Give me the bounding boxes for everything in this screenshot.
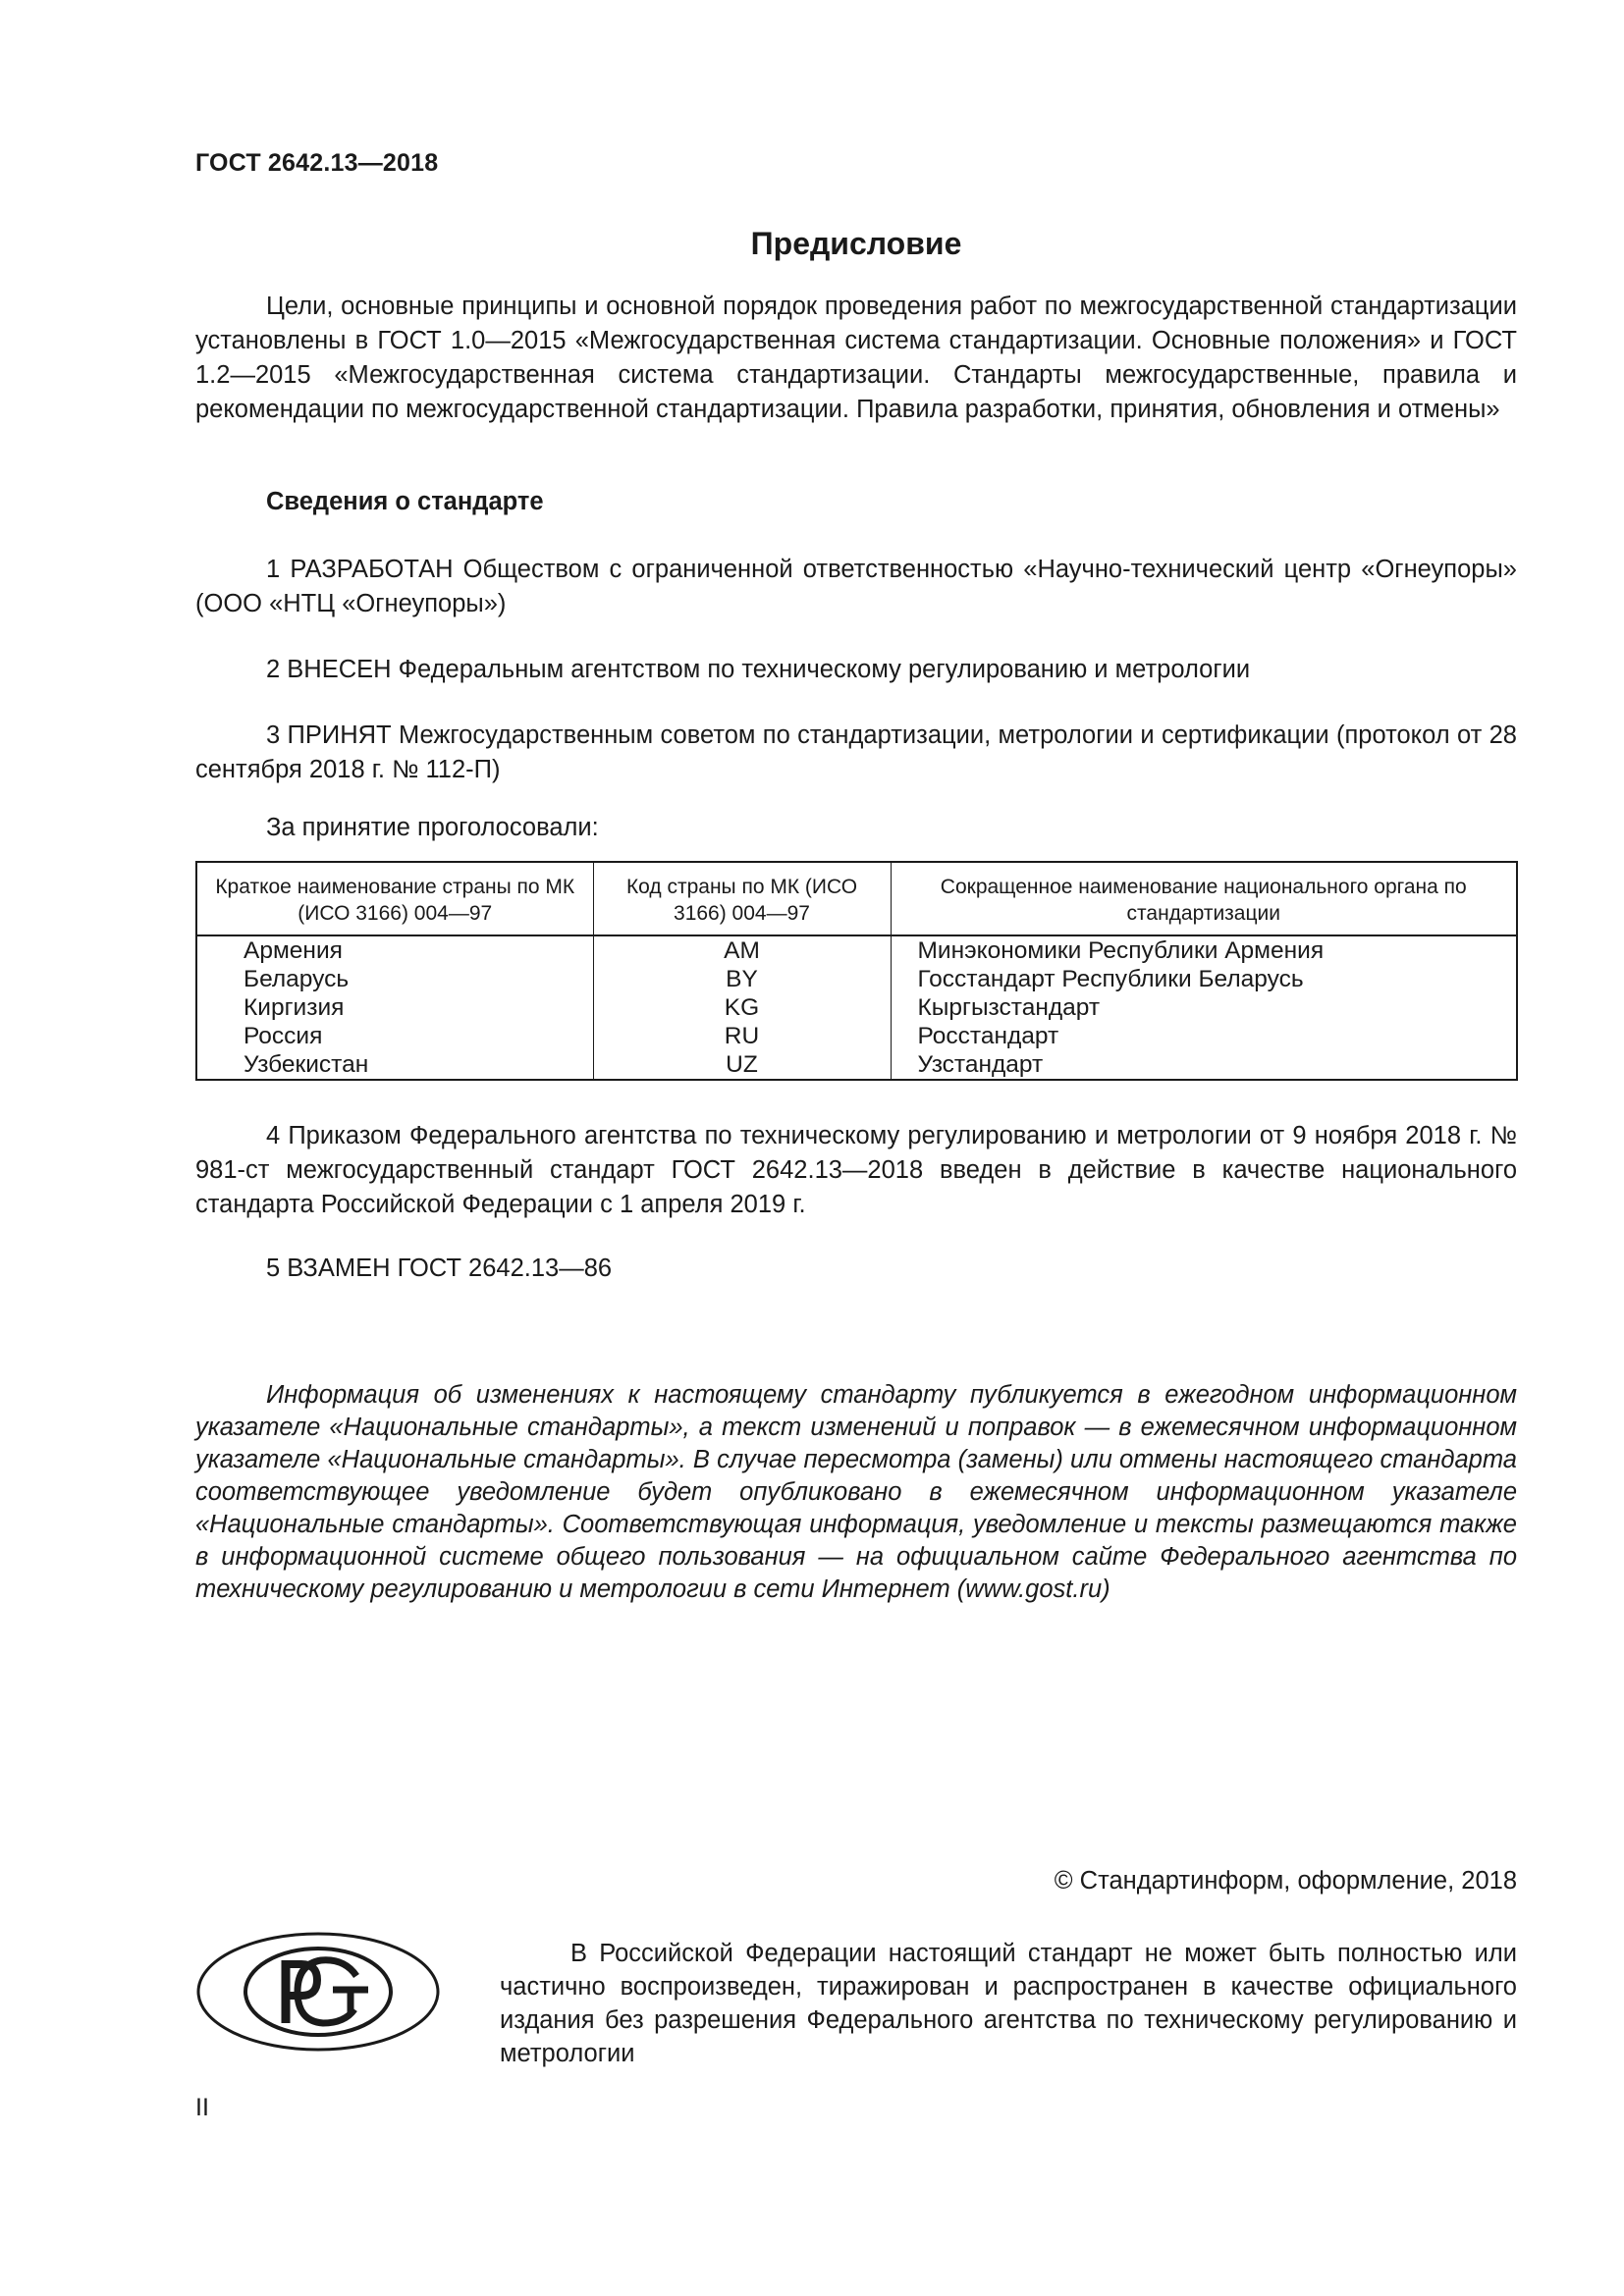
copyright-line: © Стандартинформ, оформление, 2018 xyxy=(1054,1867,1517,1895)
country-name: Россия xyxy=(244,1023,323,1049)
amendments-notice: Информация об изменениях к настоящему стандарту публикуется в ежегодном информационном указателе «Национальные стандарты», а текст изменений и поправок — в ежемесячном информационном указателе «Национальные стандарты». В случае пересмотра (замены) или отмены настоящего стандарта соответствующее уведомление будет опубликовано в ежемесячном информационном указателе «Национальные стандарты». Соответствующая информация, уведомление и тексты размещаются также в информационной системе общего пользования — на официальном сайте Федерального агентства по техническому регулированию и метрологии в сети Интернет (www.gost.ru) xyxy=(195,1381,1517,1603)
country-name: Киргизия xyxy=(244,994,345,1021)
standards-body: Госстандарт Республики Беларусь xyxy=(917,966,1304,992)
country-code: RU xyxy=(724,1023,760,1049)
code-column xyxy=(593,935,891,1080)
info-item-2: 2 ВНЕСЕН Федеральным агентством по техническому регулированию и метрологии xyxy=(266,656,1251,683)
body-column xyxy=(891,935,1517,1080)
info-item-3: 3 ПРИНЯТ Межгосударственным советом по стандартизации, метрологии и сертификации (протокол от 28 сентября 2018 г. № 112-П) xyxy=(195,721,1517,783)
country-name: Армения xyxy=(244,937,343,964)
info-item-5: 5 ВЗАМЕН ГОСТ 2642.13—86 xyxy=(266,1255,613,1282)
country-code: AM xyxy=(724,937,760,964)
countries-table xyxy=(195,861,1518,1081)
country-code: UZ xyxy=(726,1051,758,1078)
standards-body: Росстандарт xyxy=(917,1023,1059,1049)
document-page xyxy=(195,0,1517,2296)
header-standards-body: Сокращенное наименование национального органа по стандартизации xyxy=(891,862,1517,935)
standard-info-heading: Сведения о стандарте xyxy=(266,488,544,515)
info-item-1: 1 РАЗРАБОТАН Обществом с ограниченной ответственностью «Научно-технический центр «Огнеупоры» (ООО «НТЦ «Огнеупоры») xyxy=(195,556,1517,617)
page-number: II xyxy=(195,2094,209,2121)
info-item-4: 4 Приказом Федерального агентства по техническому регулированию и метрологии от 9 ноября 2018 г. № 981-ст межгосударственный стандарт ГОСТ 2642.13—2018 введен в действие в качестве национального стандарта Российской Федерации с 1 апреля 2019 г. xyxy=(195,1122,1517,1218)
country-name: Беларусь xyxy=(244,966,350,992)
reproduction-restriction: В Российской Федерации настоящий стандарт не может быть полностью или частично воспроизведен, тиражирован и распространен в качестве официального издания без разрешения Федерального агентства по техническому регулированию и метрологии xyxy=(500,1940,1517,2067)
standards-body: Узстандарт xyxy=(917,1051,1044,1078)
foreword-intro: Цели, основные принципы и основной порядок проведения работ по межгосударственной стандартизации установлены в ГОСТ 1.0—2015 «Межгосударственная система стандартизации. Основные положения» и ГОСТ 1.2—2015 «Межгосударственная система стандартизации. Стандарты межгосударственные, правила и рекомендации по межгосударственной стандартизации. Правила разработки, принятия, обновления и отмены» xyxy=(195,293,1517,423)
country-name: Узбекистан xyxy=(244,1051,369,1078)
doc-code-header: ГОСТ 2642.13—2018 xyxy=(195,149,439,177)
header-country-name: Краткое наименование страны по МК (ИСО 3166) 004—97 xyxy=(196,862,593,935)
table-row xyxy=(196,935,1517,1080)
standards-body: Кыргызстандарт xyxy=(917,994,1101,1021)
voted-label: За принятие проголосовали: xyxy=(266,814,599,841)
standards-body: Минэкономики Республики Армения xyxy=(917,937,1325,964)
rst-seal-icon xyxy=(195,1931,441,2053)
country-code: KG xyxy=(724,994,760,1021)
country-code: BY xyxy=(726,966,758,992)
table-header-row xyxy=(196,862,1517,935)
page-title: Предисловие xyxy=(750,226,962,261)
country-column xyxy=(196,935,593,1080)
header-country-code: Код страны по МК (ИСО 3166) 004—97 xyxy=(593,862,891,935)
